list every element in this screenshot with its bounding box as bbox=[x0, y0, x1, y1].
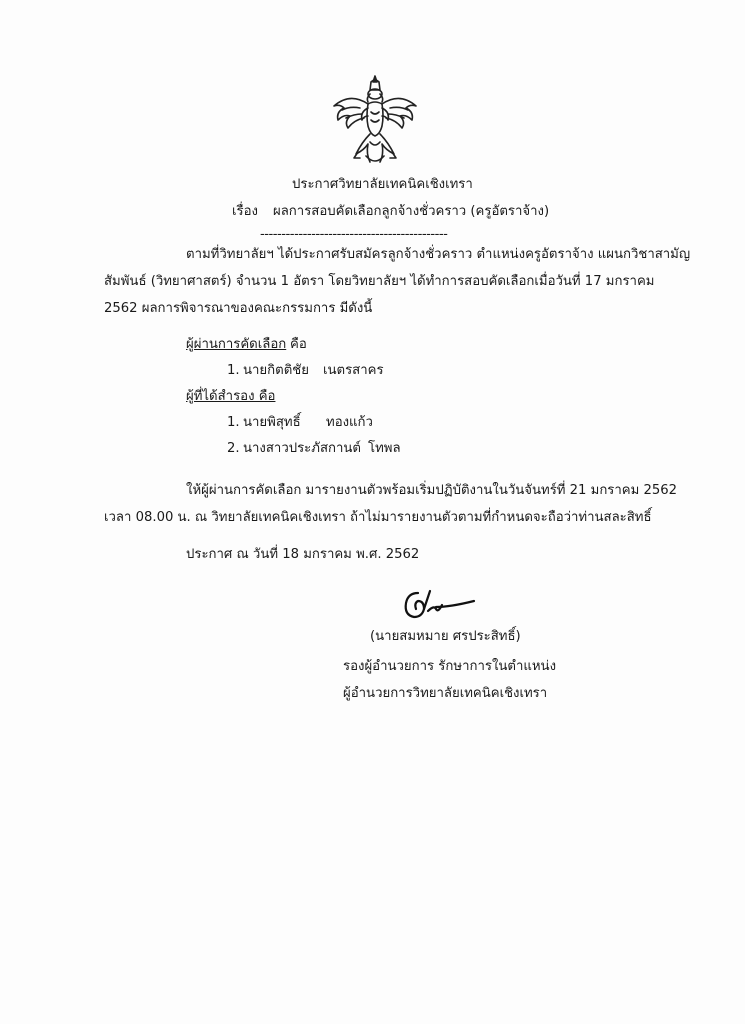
subject-text: ผลการสอบคัดเลือกลูกจ้างชั่วคราว (ครูอัตราจ้าง) bbox=[273, 204, 550, 219]
paragraph1-line3: 2562 ผลการพิจารณาของคณะกรรมการ มีดังนี้ bbox=[104, 301, 373, 316]
subject-label: เรื่อง bbox=[232, 204, 258, 219]
paragraph2-line2: เวลา 08.00 น. ณ วิทยาลัยเทคนิคเชิงเทรา ถ้าไม่มารายงานตัวตามที่กำหนดจะถือว่าท่านสละสิทธิ์ bbox=[104, 510, 652, 525]
announce-date: ประกาศ ณ วันที่ 18 มกราคม พ.ศ. 2562 bbox=[186, 547, 420, 562]
passed-heading: ผู้ผ่านการคัดเลือก bbox=[186, 337, 287, 352]
signer-position-line2: ผู้อำนวยการวิทยาลัยเทคนิคเชิงเทรา bbox=[343, 686, 548, 701]
passed-item-number: 1. bbox=[227, 363, 240, 378]
reserve-item-number: 1. bbox=[227, 415, 240, 430]
header-divider: -------------------------------------------- bbox=[260, 227, 448, 242]
reserve-item-surname: ทองแก้ว bbox=[326, 415, 373, 430]
signature-icon bbox=[400, 583, 480, 623]
passed-item-surname: เนตรสาคร bbox=[323, 363, 384, 378]
garuda-emblem-icon bbox=[330, 72, 420, 166]
signer-position-line1: รองผู้อำนวยการ รักษาการในตำแหน่ง bbox=[343, 659, 557, 674]
reserve-item-surname: โทพล bbox=[368, 441, 401, 456]
reserve-item-name: นายพิสุทธิ์ bbox=[243, 415, 301, 430]
paragraph1-line2: สัมพันธ์ (วิทยาศาสตร์) จำนวน 1 อัตรา โดยวิทยาลัยฯ ได้ทำการสอบคัดเลือกเมื่อวันที่ 17 มกราคม bbox=[104, 274, 655, 289]
paragraph1-line1: ตามที่วิทยาลัยฯ ได้ประกาศรับสมัครลูกจ้างชั่วคราว ตำแหน่งครูอัตราจ้าง แผนกวิชาสามัญ bbox=[186, 247, 691, 262]
reserve-heading: ผู้ที่ได้สำรอง คือ bbox=[186, 389, 276, 404]
paragraph2-line1: ให้ผู้ผ่านการคัดเลือก มารายงานตัวพร้อมเริ่มปฏิบัติงานในวันจันทร์ที่ 21 มกราคม 2562 bbox=[186, 483, 678, 498]
signer-name: (นายสมหมาย ศรประสิทธิ์) bbox=[370, 629, 521, 644]
reserve-item-name: นางสาวประภัสกานต์ bbox=[243, 441, 361, 456]
passed-item-name: นายกิตติชัย bbox=[243, 363, 309, 378]
reserve-item-number: 2. bbox=[227, 441, 240, 456]
header-title: ประกาศวิทยาลัยเทคนิคเชิงเทรา bbox=[292, 177, 473, 192]
passed-suffix: คือ bbox=[290, 337, 307, 352]
